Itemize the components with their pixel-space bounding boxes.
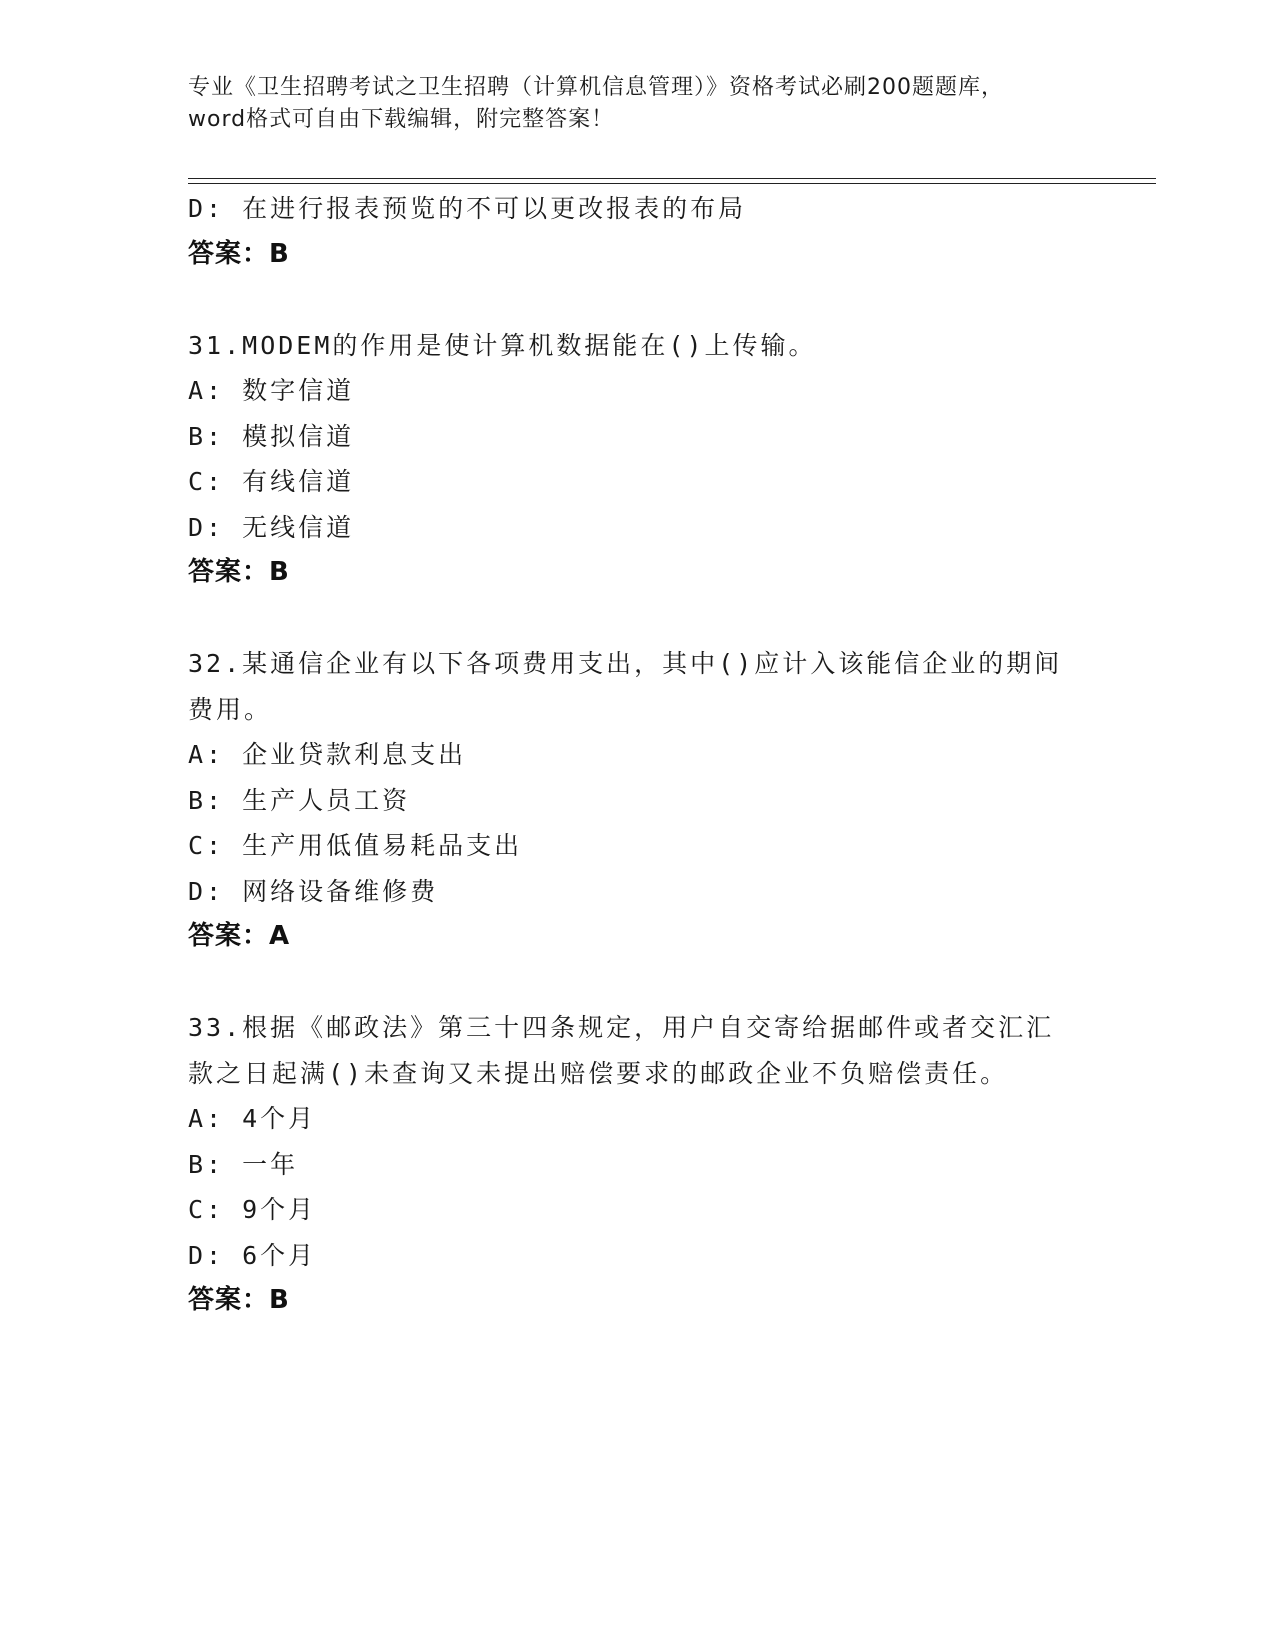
option-d	[188, 505, 1088, 551]
spacer	[188, 277, 1088, 323]
header-divider-bottom	[188, 183, 1156, 184]
option-key: D:	[188, 1240, 225, 1270]
option-key: C:	[188, 1195, 225, 1224]
option-key: A:	[188, 1104, 225, 1133]
answer-line: 答案：B	[188, 1285, 290, 1315]
option-text: 企业贷款利息支出	[242, 740, 467, 769]
question-stem-line-1: 33.根据《邮政法》第三十四条规定，用户自交寄给据邮件或者交汇汇	[188, 1013, 1055, 1042]
option-key: B:	[188, 421, 225, 451]
question-stem: 31.MODEM的作用是使计算机数据能在()上传输。	[188, 330, 817, 360]
option-a	[188, 732, 1088, 778]
option-key: C:	[188, 831, 225, 860]
option-d	[188, 186, 1088, 232]
option-d	[188, 1233, 1088, 1279]
answer-line: 答案：B	[188, 238, 290, 269]
option-key: C:	[188, 467, 225, 496]
option-c	[188, 459, 1088, 505]
option-text: 模拟信道	[242, 421, 355, 451]
option-b	[188, 1142, 1088, 1188]
header-line-1: 专业《卫生招聘考试之卫生招聘（计算机信息管理）》资格考试必刷200题题库，	[188, 75, 1004, 100]
question-stem-line-2: 款之日起满()未查询又未提出赔偿要求的邮政企业不负赔偿责任。	[188, 1058, 1009, 1088]
option-a	[188, 1096, 1088, 1142]
spacer	[188, 596, 1088, 642]
spacer	[188, 960, 1088, 1006]
option-key: D:	[188, 876, 225, 906]
option-key: A:	[188, 740, 225, 769]
header-divider-top	[188, 178, 1156, 179]
option-d	[188, 869, 1088, 915]
question-stem-line-2: 费用。	[188, 694, 273, 724]
option-b	[188, 414, 1088, 460]
option-key: B:	[188, 785, 225, 815]
option-key: D:	[188, 194, 225, 223]
option-b	[188, 778, 1088, 824]
option-text: 一年	[242, 1149, 299, 1179]
question-list	[188, 186, 1088, 1324]
header-line-2: word格式可自由下载编辑，附完整答案！	[188, 107, 615, 132]
document-header	[188, 72, 1088, 136]
question-stem-line-1: 32.某通信企业有以下各项费用支出，其中()应计入该能信企业的期间	[188, 649, 1063, 678]
option-text: 4个月	[242, 1104, 317, 1133]
answer-line: 答案：B	[188, 557, 290, 587]
option-text: 网络设备维修费	[242, 876, 439, 906]
option-key: D:	[188, 512, 225, 542]
option-key: B:	[188, 1149, 225, 1179]
option-text: 9个月	[242, 1195, 317, 1224]
option-text: 在进行报表预览的不可以更改报表的布局	[242, 194, 747, 223]
option-a	[188, 368, 1088, 414]
answer-line: 答案：A	[188, 921, 291, 951]
option-text: 生产用低值易耗品支出	[242, 831, 523, 860]
option-key: A:	[188, 376, 225, 405]
option-text: 有线信道	[242, 467, 355, 496]
option-c	[188, 823, 1088, 869]
option-text: 6个月	[242, 1240, 317, 1270]
option-text: 数字信道	[242, 376, 355, 405]
option-text: 无线信道	[242, 512, 355, 542]
option-text: 生产人员工资	[242, 785, 411, 815]
option-c	[188, 1187, 1088, 1233]
